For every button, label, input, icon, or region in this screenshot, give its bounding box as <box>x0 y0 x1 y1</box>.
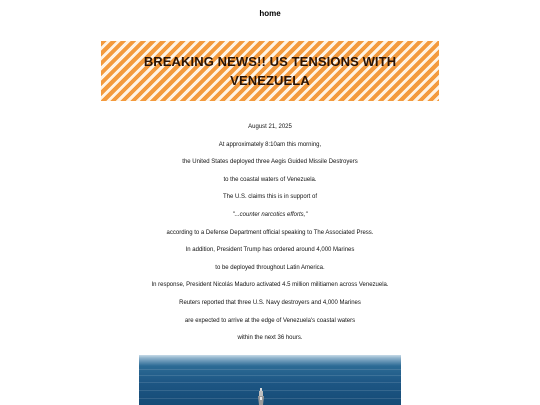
article-quote: "...counter narcotics efforts," <box>232 211 308 218</box>
article-line: At approximately 8:10am this morning, <box>218 141 322 148</box>
banner-title: BREAKING NEWS!! US TENSIONS WITH VENEZUELA <box>143 54 397 88</box>
article-line: to be deployed throughout Latin America. <box>215 264 325 271</box>
article-line: Reuters reported that three U.S. Navy destroyers and 4,000 Marines <box>179 299 361 306</box>
article-line: to the coastal waters of Venezuela. <box>223 176 317 183</box>
article-body <box>0 121 540 350</box>
article-date: August 21, 2025 <box>248 124 292 130</box>
article-line: within the next 36 hours. <box>237 335 303 342</box>
article-line: the United States deployed three Aegis Guided Missile Destroyers <box>182 159 358 166</box>
ship-icon <box>256 388 266 405</box>
home-link[interactable]: home <box>259 9 281 18</box>
article-line: In addition, President Trump has ordered around 4,000 Marines <box>185 247 355 254</box>
breaking-news-banner <box>101 41 439 101</box>
article-line: according to a Defense Department official speaking to The Associated Press. <box>166 229 374 236</box>
ship-at-sea-photo <box>139 355 401 405</box>
article-line: The U.S. claims this is in support of <box>222 194 318 201</box>
article-line: In response, President Nicolás Maduro activated 4.5 million militiamen across Venezuela. <box>151 282 389 289</box>
article-line: are expected to arrive at the edge of Venezuela's coastal waters <box>184 317 356 324</box>
